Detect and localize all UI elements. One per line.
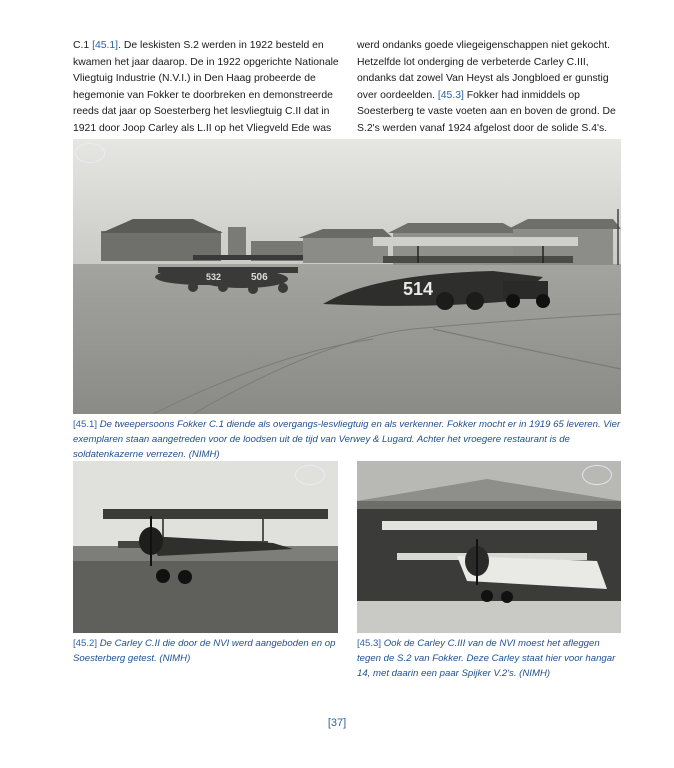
caption-text: Ook de Carley C.III van de NVI moest het afleggen tegen de S.2 van Fokker. Deze Carley staat hier voor hangar 14, met daarin een paar Spijker V.2's. (NIMH): [357, 638, 616, 679]
body-text-right-column: [357, 38, 624, 154]
caption-45-1: [73, 417, 625, 462]
aircraft-number-514: 514: [403, 279, 434, 299]
page-number: [37]: [327, 717, 347, 729]
photo-fokker-c1-lineup: [73, 139, 621, 414]
photo-carley-c3: [357, 461, 621, 633]
figure-reference-45-3[interactable]: [45.3]: [437, 89, 464, 101]
photo-carley-c2-graphic: [73, 461, 338, 633]
collection-stamp-icon: [295, 465, 325, 485]
caption-number: [45.2]: [73, 638, 98, 649]
text-run: werd ondanks goede vliegeigenschappen niet gekocht. Hetzelfde lot onderging de verbeterde Carley C.III, ondanks dat zowel Van Heyst als Jongbloed er gunstig over oordeelden.: [357, 40, 611, 101]
text-run: C.1: [73, 40, 93, 51]
caption-45-2: [73, 636, 338, 666]
text-run: . De leskisten S.2 werden in 1922 besteld en kwamen het jaar daarop. De in 1922 opgerichte Nationale Vliegtuig Industrie (N.V.I.) in Den Haag probeerde de hegemonie van Fokker te doorbreken en demonstreerde reeds dat jaar op Soesterberg het lesvliegtuig C.II dat in 1921 door Joop Carley als L.II op het Vliegveld Ede was: [73, 40, 339, 134]
photo-fokker-c1-graphic: [73, 139, 621, 414]
text-run: Fokker had inmiddels op Soesterberg te vaste voeten aan en boven de grond. De S.2's werden vanaf 1924 afgelost door de solide S.4's.: [357, 89, 616, 134]
aircraft-number-532: 532: [206, 272, 222, 282]
body-text-left-column: [73, 38, 340, 154]
figure-reference-45-1[interactable]: [45.1]: [92, 40, 119, 51]
caption-number: [45.1]: [73, 419, 98, 430]
caption-text: De Carley C.II die door de NVI werd aangeboden en op Soesterberg getest. (NIMH): [73, 638, 336, 664]
aircraft-number-506: 506: [251, 272, 268, 283]
caption-number: [45.3]: [357, 638, 382, 649]
collection-stamp-icon: [582, 465, 612, 485]
collection-stamp-icon: [75, 143, 105, 163]
photo-carley-c2: [73, 461, 338, 633]
photo-carley-c3-graphic: [357, 461, 621, 633]
caption-45-3: [357, 636, 623, 681]
caption-text: De tweepersoons Fokker C.1 diende als overgangs-lesvliegtuig en als verkenner. Fokker mocht er in 1919 65 leveren. Vier exemplaren staan aangetreden voor de loodsen uit de tijd van Verwey & Lugard. Achter het vroegere restaurant is de soldatenkazerne verrezen. (NIMH): [73, 419, 621, 460]
